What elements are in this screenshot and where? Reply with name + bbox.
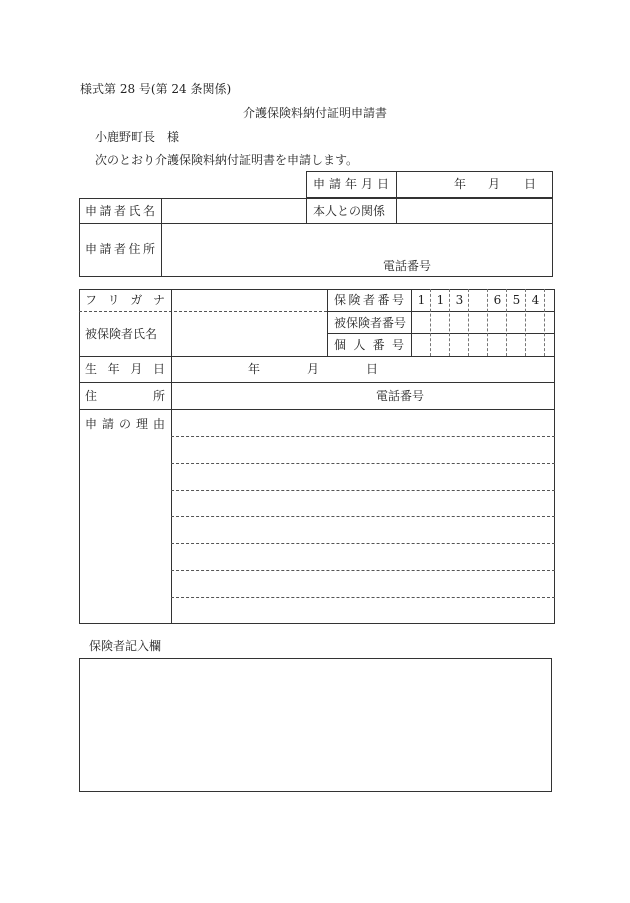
relation-field[interactable] (397, 199, 552, 222)
applicant-name-label: 申 請 者 氏 名 (85, 204, 155, 218)
insured-number-field[interactable] (412, 312, 554, 332)
form-title: 介護保険料納付証明申請書 (242, 106, 387, 120)
insured-phone-label: 電話番号 (376, 389, 425, 403)
birth-month-label: 月 (307, 362, 320, 376)
insurer-digit: 1 (436, 293, 445, 307)
relation-label: 本人との関係 (313, 204, 386, 218)
insured-name-label: 被保険者氏名 (85, 327, 158, 341)
insurer-section-box[interactable] (79, 658, 552, 792)
applicant-phone-label: 電話番号 (383, 259, 432, 273)
date-month-label: 月 (488, 177, 501, 191)
birth-date-label: 生 年 月 日 (85, 362, 165, 376)
applicant-name-field[interactable] (162, 199, 305, 222)
insurer-digit: 4 (531, 293, 540, 307)
insurer-digit: 1 (417, 293, 426, 307)
furigana-label: フ リ ガ ナ (85, 293, 165, 307)
insurer-digit: 6 (493, 293, 502, 307)
date-label: 申 請 年 月 日 (313, 177, 389, 191)
personal-number-label: 個 人 番 号 (334, 338, 404, 352)
insured-name-field[interactable] (172, 312, 326, 355)
intro-text: 次のとおり介護保険料納付証明書を申請します。 (95, 153, 359, 167)
personal-number-field[interactable] (412, 334, 554, 355)
insurer-section-label: 保険者記入欄 (89, 639, 162, 653)
insurer-digit: 5 (512, 293, 521, 307)
furigana-field[interactable] (172, 290, 326, 310)
applicant-address-field[interactable] (162, 224, 552, 276)
form-number: 様式第 28 号(第 24 条関係) (80, 82, 232, 96)
date-year-label: 年 (454, 177, 467, 191)
insurer-digit: 3 (455, 293, 464, 307)
date-day-label: 日 (524, 177, 537, 191)
insured-address-label: 住 所 (85, 389, 165, 403)
applicant-address-label: 申 請 者 住 所 (85, 242, 155, 256)
reason-label: 申 請 の 理 由 (85, 417, 165, 431)
birth-year-label: 年 (248, 362, 261, 376)
insurer-number-label: 保 険 者 番 号 (334, 293, 404, 307)
insured-number-label: 被保険者番号 (334, 316, 407, 330)
addressee: 小鹿野町長 様 (95, 130, 180, 144)
birth-day-label: 日 (366, 362, 379, 376)
